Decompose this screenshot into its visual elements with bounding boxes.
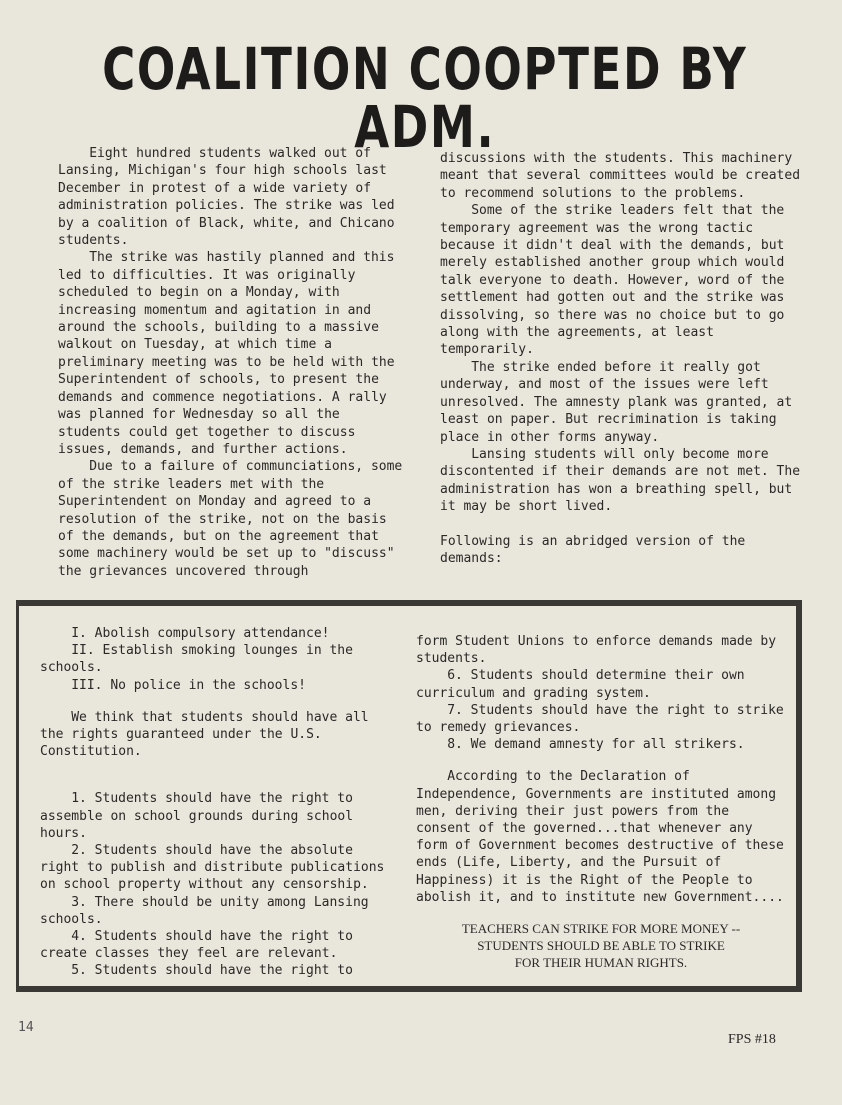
numbered-demand: 1. Students should have the right to assemble on school grounds during school hours. [40,791,354,841]
rights-intro: We think that students should have all the rights guaranteed under the U.S. Constitution. [40,709,369,760]
numbered-demand: 6. Students should determine their own curriculum and grading system. [416,668,745,701]
closing-line: TEACHERS CAN STRIKE FOR MORE MONEY -- [461,921,741,937]
roman-demand: I. Abolish compulsory attendance! [71,626,330,641]
article-right-column [440,150,812,567]
roman-demand: III. No police in the schools! [71,677,306,693]
article-left-column [58,145,403,580]
numbered-demand: 4. Students should have the right to create classes they feel are relevant. [40,929,353,962]
demand-continuation: form Student Unions to enforce demands made by students. [416,634,777,667]
closing-line: FOR THEIR HUMAN RIGHTS. [514,955,688,971]
numbered-demand: 5. Students should have the right to [71,963,353,979]
closing-slogan [416,920,786,971]
article-paragraph: The strike was hastily planned and this led to difficulties. It was originally scheduled to begin on a Monday, with increasing momentum and agitation in and around the schools, building to a massive walkout on Tuesday, at which time a preliminary meeting was to be held with the Superintendent of schools, to present the demands and commence negotiations. A rally was planned for Wednesday so all the students could get together to discuss issues, demands, and further actions. [58,250,395,457]
numbered-demand: 3. There should be unity among Lansing schools. [40,894,369,927]
demands-right-column [416,633,786,971]
headline: COALITION COOPTED BY ADM. [102,35,748,161]
numbered-demand: 7. Students should have the right to strike to remedy grievances. [416,702,784,736]
footer-label: FPS #18 [728,1032,776,1047]
declaration-quote: According to the Declaration of Independence, Governments are instituted among men, deriving their just powers from the consent of the governed...that whenever any form of Government becomes destructive of these ends (Life, Liberty, and the Pursuit of Happiness) it is the Right of the People to abolish it, and to institute new Government.... [416,769,784,905]
demands-left-column [40,625,390,980]
article-paragraph: Lansing students will only become more discontented if their demands are not met. The administration has won a breathing spell, but it may be short lived. [440,446,801,515]
article-paragraph: Some of the strike leaders felt that the temporary agreement was the wrong tactic because it didn't deal with the demands, but merely established another group which would talk everyone to death. However, word of the settlement had gotten out and the strike was dissolving, so there was no choice but to go along with the agreements, at least temporarily. [440,203,785,358]
roman-demand: II. Establish smoking lounges in the schools. [40,643,353,676]
page-number: 14 [18,1020,34,1035]
article-paragraph: The strike ended before it really got underway, and most of the issues were left unresolved. The amnesty plank was granted, at least on paper. But recrimination is taking place in other forms anyway. [440,359,793,445]
demands-intro: Following is an abridged version of the demands: [440,533,746,566]
numbered-demand: 8. We demand amnesty for all strikers. [447,737,745,753]
article-paragraph: discussions with the students. This machinery meant that several committees would be created to recommend solutions to the problems. [440,151,801,201]
article-paragraph: Eight hundred students walked out of Lansing, Michigan's four high schools last December in protest of a wide variety of administration policies. The strike was led by a coalition of Black, white, and Chicano students. [58,146,395,249]
numbered-demand: 2. Students should have the absolute right to publish and distribute publications on school property without any censorship. [40,843,385,893]
article-paragraph: Due to a failure of communciations, some of the strike leaders met with the Superintendent on Monday and agreed to a resolution of the strike, not on the basis of the demands, but on the agreement that some machinery would be set up to "discuss" the grievances uncovered through [58,459,403,579]
closing-line: STUDENTS SHOULD BE ABLE TO STRIKE [477,938,725,954]
